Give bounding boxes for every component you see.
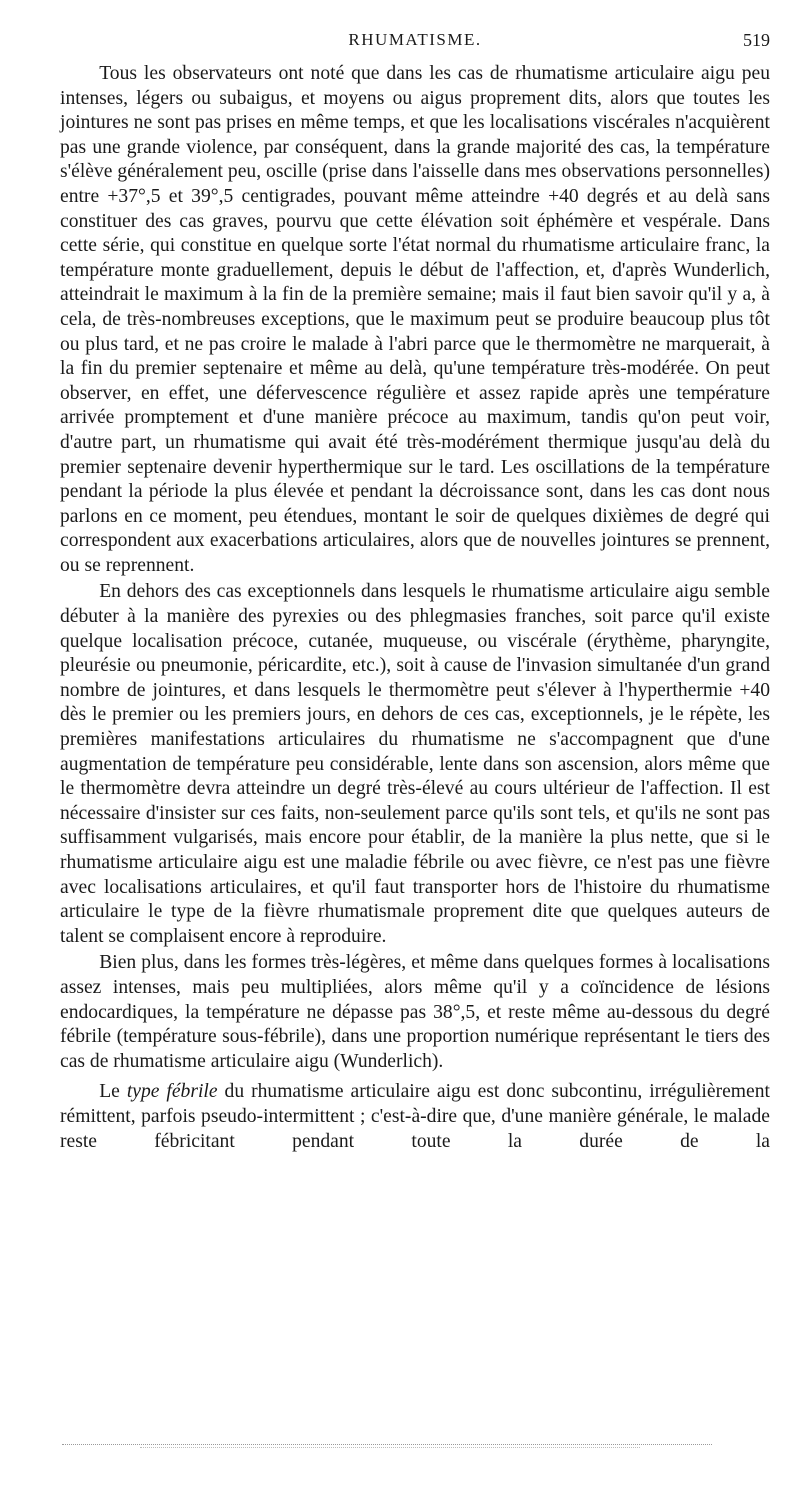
paragraph: En dehors des cas exceptionnels dans lesquels le rhumatisme articulaire aigu semble débuter à la manière des pyrexies ou des phlegmasies franches, soit parce qu'il existe quelque localisation précoce, cutanée, muqueuse, ou viscérale (érythème, pharyngite, pleurésie ou pneumonie, péricardite, etc.), soit à cause de l'invasion simultanée d'un grand nombre de jointures, et dans lesquels le thermomètre peut s'élever à l'hyperthermie +40 dès le premier ou les premiers jours, en dehors de ces cas, exceptionnels, je le répète, les premières manifestations articulaires du rhumatisme ne s'accompagnent que d'une augmentation de température peu considérable, lente dans son ascension, alors même que le thermomètre devra atteindre un degré très-élevé au cours ultérieur de l'affection. Il est nécessaire d'insister sur ces faits, non-seulement parce qu'ils sont tels, et qu'ils ne sont pas suffisamment vulgarisés, mais encore pour établir, de la manière la plus nette, que si le rhumatisme articulaire aigu est une maladie fébrile ou avec fièvre, ce n'est pas une fièvre avec localisations articulaires, et qu'il faut transporter hors de l'histoire du rhumatisme articulaire le type de la fièvre rhumatismale proprement dite que quelques auteurs de talent se complaisent encore à reproduire. <box>60 581 770 947</box>
emphasized-term: type fébrile <box>126 1081 218 1103</box>
body-text <box>60 62 770 1154</box>
paragraph-text-start: Le <box>99 1081 127 1103</box>
footer-dotted-rule <box>140 1447 640 1448</box>
paragraph: Tous les observateurs ont noté que dans les cas de rhumatisme articulaire aigu peu intenses, légers ou subaigus, et moyens ou aigus proprement dits, alors que toutes les jointures ne sont pas prises en même temps, et que les localisations viscérales n'acquièrent pas une grande violence, par conséquent, dans la grande majorité des cas, la température s'élève généralement peu, oscille (prise dans l'aisselle dans mes observations personnelles) entre +37°,5 et 39°,5 centigrades, pouvant même atteindre +40 degrés et au delà sans constituer des cas graves, pourvu que cette élévation soit éphémère et vespérale. Dans cette série, qui constitue en quelque sorte l'état normal du rhumatisme articulaire franc, la température monte graduellement, depuis le début de l'affection, et, d'après Wunderlich, atteindrait le maximum à la fin de la première semaine; mais il faut bien savoir qu'il y a, à cela, de très-nombreuses exceptions, que le maximum peut se produire beaucoup plus tôt ou plus tard, et ne pas croire le malade à l'abri parce que le thermomètre ne marquerait, à la fin du premier septenaire et même au delà, qu'une température très-modérée. On peut observer, en effet, une défervescence régulière et assez rapide après une température arrivée promptement et d'une manière précoce au maximum, tandis qu'on peut voir, d'autre part, un rhumatisme qui avait été très-modérément thermique jusqu'au delà du premier septenaire devenir hyperthermique sur le tard. Les oscillations de la température pendant la période la plus élevée et pendant la décroissance sont, dans les cas dont nous parlons en ce moment, peu étendues, montant le soir de quelques dixièmes de degré qui correspondent aux exacerbations articulaires, alors que de nouvelles jointures se prennent, ou se reprennent. <box>60 63 770 576</box>
page-number: 519 <box>743 30 770 50</box>
paragraph: Bien plus, dans les formes très-légères, et même dans quelques formes à localisations assez intenses, mais peu multipliées, alors même qu'il y a coïncidence de lésions endocardiques, la température ne dépasse pas 38°,5, et reste même au-dessous du degré fébrile (température sous-fébrile), dans une proportion numérique représentant le tiers des cas de rhumatisme articulaire aigu (Wunderlich). <box>60 952 770 1072</box>
paragraph-text-end: du rhumatisme articulaire aigu est donc subcontinu, irrégulièrement rémittent, parfois pseudo-intermittent ; c'est-à-dire que, d'une manière générale, le malade reste fébricitant pendant toute la durée de la <box>60 1081 770 1152</box>
footer-dotted-rule <box>62 1444 712 1445</box>
running-title: RHUMATISME. <box>348 30 482 49</box>
page-header <box>60 30 770 56</box>
paragraph <box>60 1080 770 1154</box>
